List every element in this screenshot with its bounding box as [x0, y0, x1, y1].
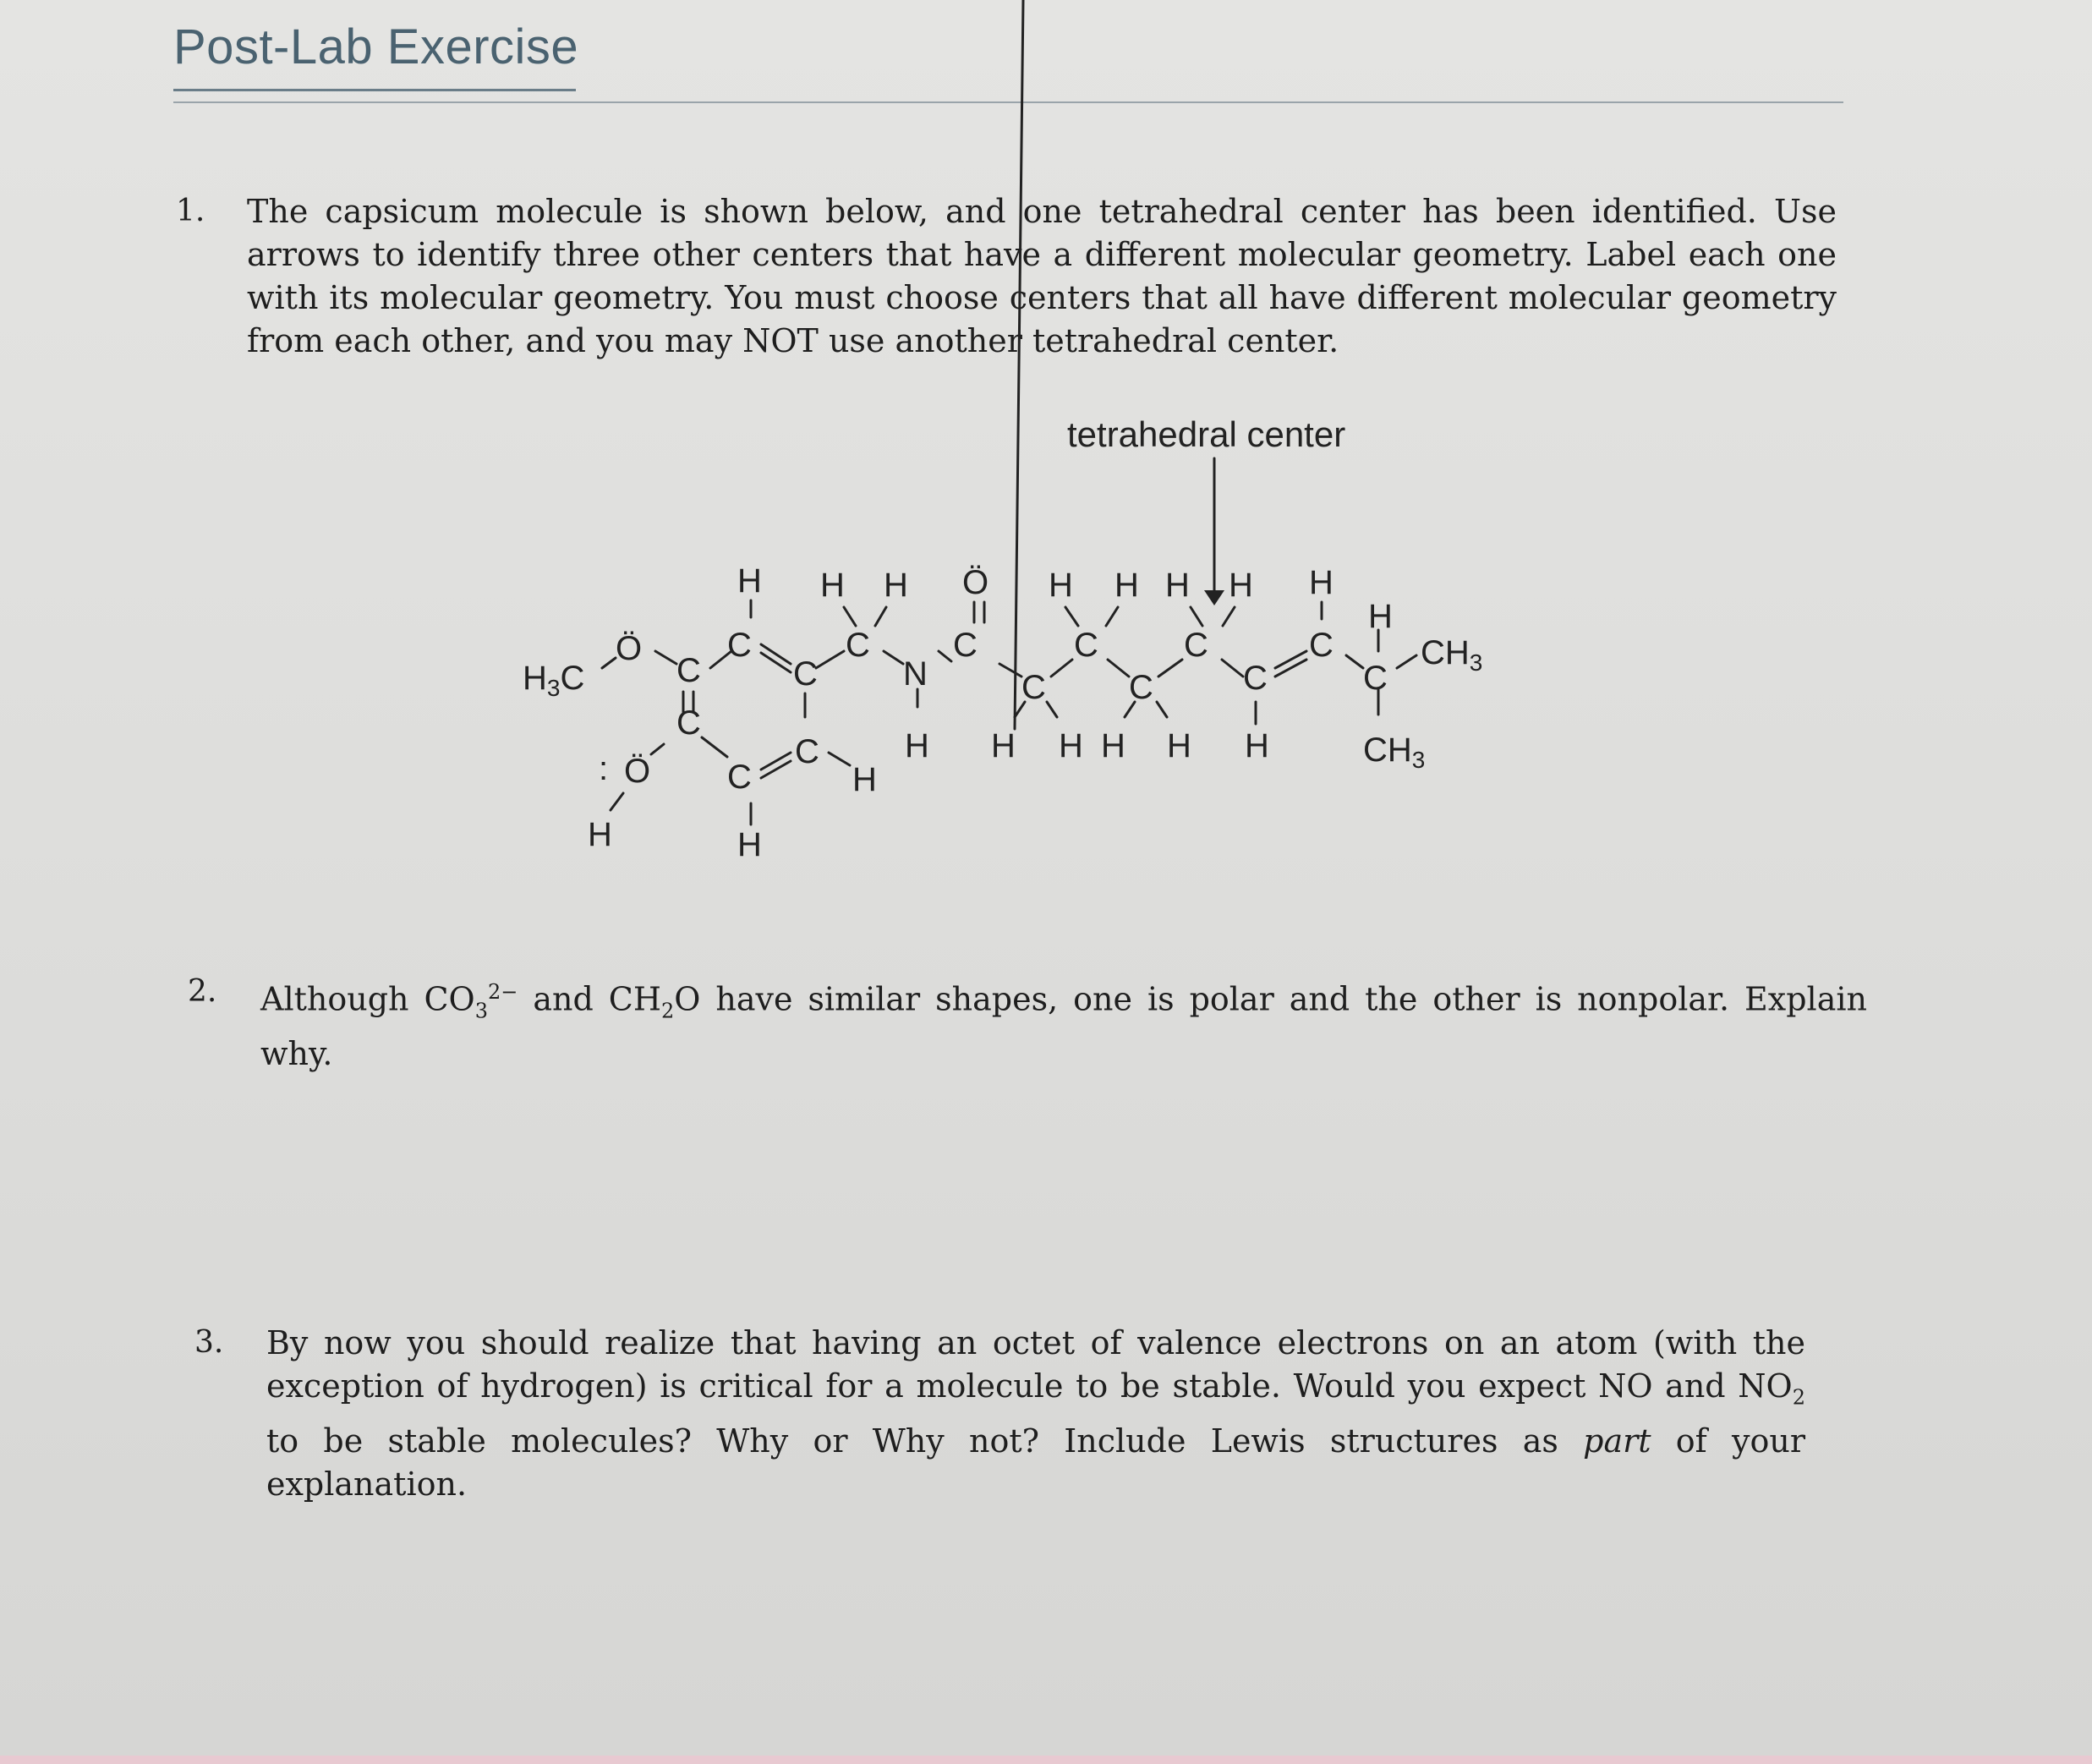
svg-text:C: C: [1021, 669, 1046, 706]
svg-text:H: H: [1229, 567, 1253, 604]
svg-text:H: H: [820, 567, 845, 604]
svg-text:H: H: [737, 562, 762, 600]
question-3-number: 3.: [194, 1325, 224, 1360]
svg-text::: :: [599, 750, 609, 787]
svg-text:H: H: [737, 826, 762, 863]
svg-text:H: H: [991, 727, 1016, 764]
svg-text:Ö: Ö: [962, 564, 989, 601]
svg-text:C: C: [1243, 660, 1268, 697]
question-3-text: By now you should realize that having an octet of valence electrons on an atom (with the exception of hydrogen) is critical for a molecule to be stable. Would you expect NO and $NO_2$ to be stable molecules? Why or Why not? Include Lewis structures as part of your explanation.: [266, 1324, 1805, 1503]
svg-text:C: C: [1074, 627, 1098, 664]
svg-text:H: H: [1059, 727, 1083, 764]
svg-text:H: H: [1245, 727, 1269, 764]
question-2-number: 2.: [188, 974, 217, 1009]
page-bottom-edge: [0, 1756, 2092, 1764]
svg-text:H: H: [1309, 564, 1334, 601]
svg-text:H: H: [905, 727, 929, 764]
svg-text:H: H: [852, 761, 877, 798]
svg-text:C: C: [676, 704, 701, 742]
svg-text:C: C: [795, 733, 819, 770]
question-1-text: The capsicum molecule is shown below, and one tetrahedral center has been identified. Use arrows to identify three other centers that have a different molecular geometry. Label each one with its molecular geometry. You must choose centers that all have different molecular geometry from each other, and you may NOT use another tetrahedral center.: [247, 193, 1837, 359]
svg-text:H: H: [588, 816, 612, 853]
svg-text:N: N: [903, 655, 928, 693]
svg-text:H: H: [884, 567, 908, 604]
svg-text:H: H: [1049, 567, 1073, 604]
question-1-number: 1.: [176, 194, 205, 228]
page-title: Post-Lab Exercise: [173, 19, 579, 74]
methyl-group-left: $H_3C$: [523, 660, 585, 701]
svg-text:C: C: [1184, 627, 1208, 664]
methyl-group-right: $CH_3$: [1421, 634, 1483, 676]
svg-text:C: C: [727, 627, 752, 664]
svg-text:Ö: Ö: [624, 753, 651, 790]
svg-text:C: C: [793, 655, 818, 693]
svg-text:H: H: [1114, 567, 1139, 604]
svg-text:C: C: [1363, 660, 1388, 697]
svg-text:C: C: [676, 652, 701, 689]
methyl-group-bottom: $CH_3$: [1363, 731, 1426, 773]
svg-text:C: C: [727, 759, 752, 796]
svg-text:C: C: [953, 627, 978, 664]
svg-text:C: C: [1129, 669, 1153, 706]
svg-text:C: C: [1309, 627, 1334, 664]
svg-text:H: H: [1101, 727, 1125, 764]
svg-text:H: H: [1368, 598, 1393, 635]
svg-text:C: C: [846, 627, 870, 664]
svg-text:H: H: [1167, 727, 1191, 764]
svg-text:Ö: Ö: [616, 630, 643, 667]
tetrahedral-center-label: tetrahedral center: [1067, 414, 1346, 454]
svg-text:H: H: [1165, 567, 1190, 604]
question-2-text: Although $CO_3^{2-}$ and $CH_2O$ have similar shapes, one is polar and the other is nonpolar. Explain why.: [260, 980, 1867, 1073]
